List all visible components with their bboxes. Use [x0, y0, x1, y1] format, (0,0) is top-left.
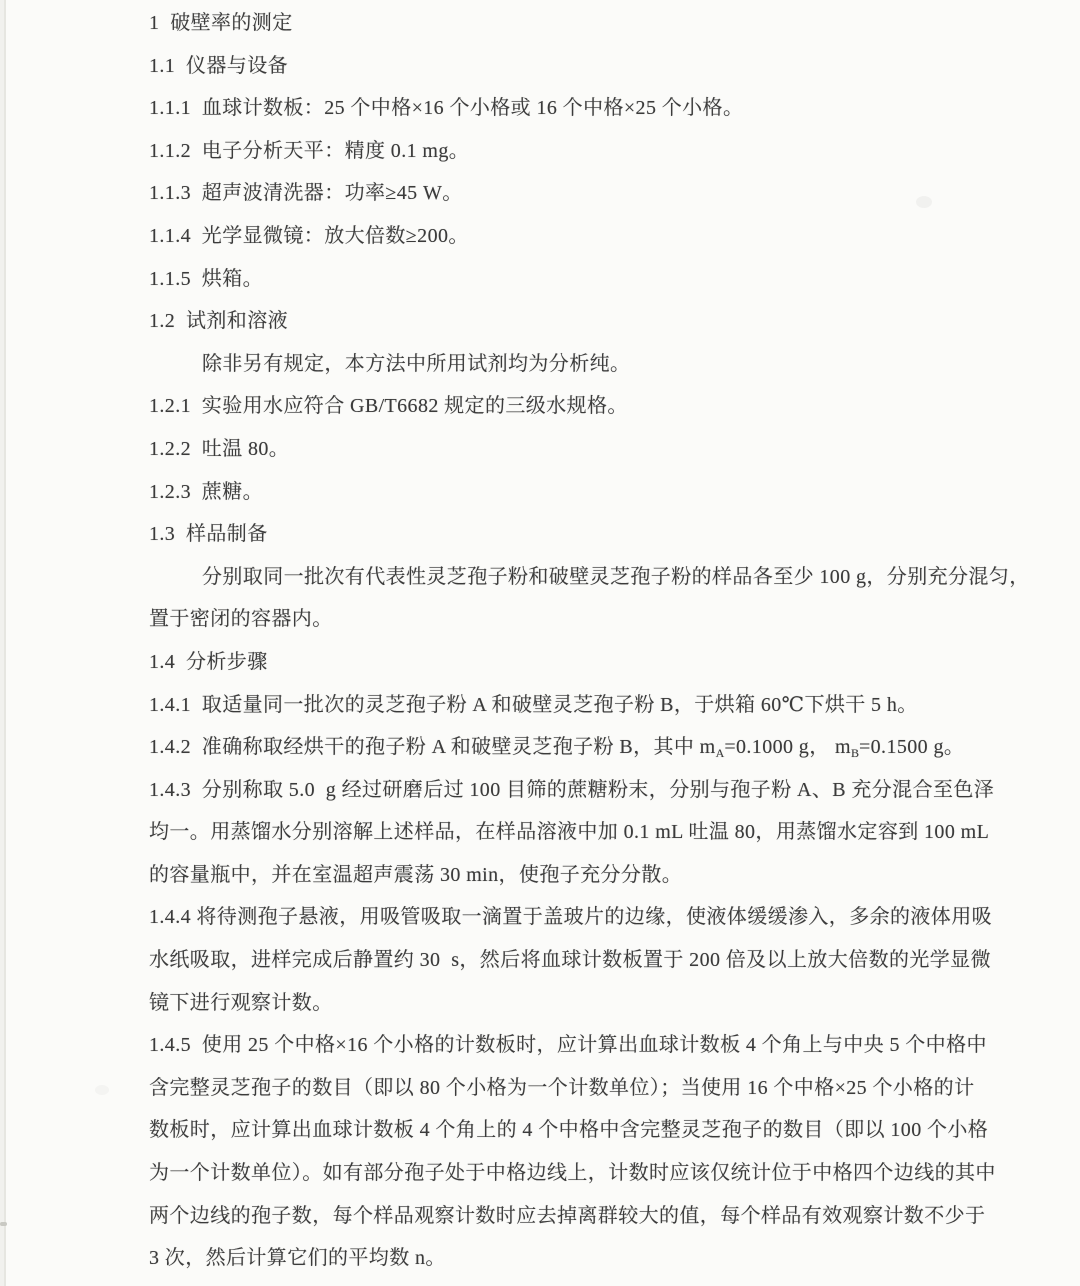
text-line: 1.4.2 准确称取经烘干的孢子粉 A 和破壁灵芝孢子粉 B，其中 $m_A=0.1000$ g， $m_B=0.1500$ g。	[149, 736, 965, 761]
text-line: 1.4.5 使用 25 个中格×16 个小格的计数板时，应计算出血球计数板 4 个角上与中央 5 个中格中	[149, 1034, 987, 1057]
scan-left-edge-line	[4, 0, 6, 1286]
text-line: 1.2.2 吐温 80。	[149, 437, 290, 460]
text-line: 1 破壁率的测定	[149, 12, 293, 34]
text-line: 1.2.1 实验用水应符合 GB/T6682 规定的三级水规格。	[149, 395, 628, 418]
text-line: 1.4.1 取适量同一批次的灵芝孢子粉 A 和破壁灵芝孢子粉 B，于烘箱 60℃下烘干 5 h。	[149, 693, 918, 716]
text-line: 1.2 试剂和溶液	[149, 310, 288, 333]
text-line: 1.1.4 光学显微镜：放大倍数≥200。	[149, 224, 469, 247]
text-line: 置于密闭的容器内。	[149, 608, 333, 631]
text-line: 分别取同一批次有代表性灵芝孢子粉和破壁灵芝孢子粉的样品各至少 100 g，分别充分混匀，	[202, 565, 1030, 588]
text-line: 1.4.4 将待测孢子悬液，用吸管吸取一滴置于盖玻片的边缘，使液体缓缓渗入，多余的液体用吸	[149, 906, 992, 929]
text-line: 1.4 分析步骤	[149, 650, 268, 673]
text-line: 1.1.2 电子分析天平：精度 0.1 mg。	[149, 139, 470, 162]
text-line: 1.1.5 烘箱。	[149, 267, 263, 290]
text-line: 1.4.3 分别称取 5.0 g 经过研磨后过 100 目筛的蔗糖粉末，分别与孢子粉 A、B 充分混合至色泽	[149, 778, 995, 801]
text-line: 为一个计数单位）。如有部分孢子处于中格边线上，计数时应该仅统计位于中格四个边线的其中	[149, 1162, 996, 1185]
text-line: 除非另有规定，本方法中所用试剂均为分析纯。	[202, 352, 631, 375]
text-line: 水纸吸取，进样完成后静置约 30 s，然后将血球计数板置于 200 倍及以上放大倍数的光学显微	[149, 949, 991, 972]
text-line: 1.1.3 超声波清洗器：功率≥45 W。	[149, 182, 463, 205]
document-body	[149, 0, 1030, 1280]
text-line: 均一。用蒸馏水分别溶解上述样品，在样品溶液中加 0.1 mL 吐温 80，用蒸馏水定容到 100 mL	[149, 821, 990, 844]
text-line: 两个边线的孢子数，每个样品观察计数时应去掉离群较大的值，每个样品有效观察计数不少于	[149, 1204, 986, 1227]
text-line: 1.3 样品制备	[149, 523, 268, 546]
text-line: 含完整灵芝孢子的数目（即以 80 个小格为一个计数单位）；当使用 16 个中格×25 个小格的计	[149, 1076, 975, 1099]
scan-smudge-faint	[95, 1085, 109, 1095]
text-line: 数板时，应计算出血球计数板 4 个角上的 4 个中格中含完整灵芝孢子的数目（即以 100 个小格	[149, 1119, 989, 1142]
text-line: 1.1.1 血球计数板：25 个中格×16 个小格或 16 个中格×25 个小格。	[149, 97, 744, 120]
text-line: 1.1 仪器与设备	[149, 54, 288, 77]
scan-left-edge-dash	[0, 1222, 7, 1226]
text-line: 1.2.3 蔗糖。	[149, 480, 263, 503]
text-line: 的容量瓶中，并在室温超声震荡 30 min，使孢子充分分散。	[149, 863, 683, 886]
text-line: 3 次，然后计算它们的平均数 n。	[149, 1247, 446, 1270]
text-line: 镜下进行观察计数。	[149, 991, 333, 1014]
